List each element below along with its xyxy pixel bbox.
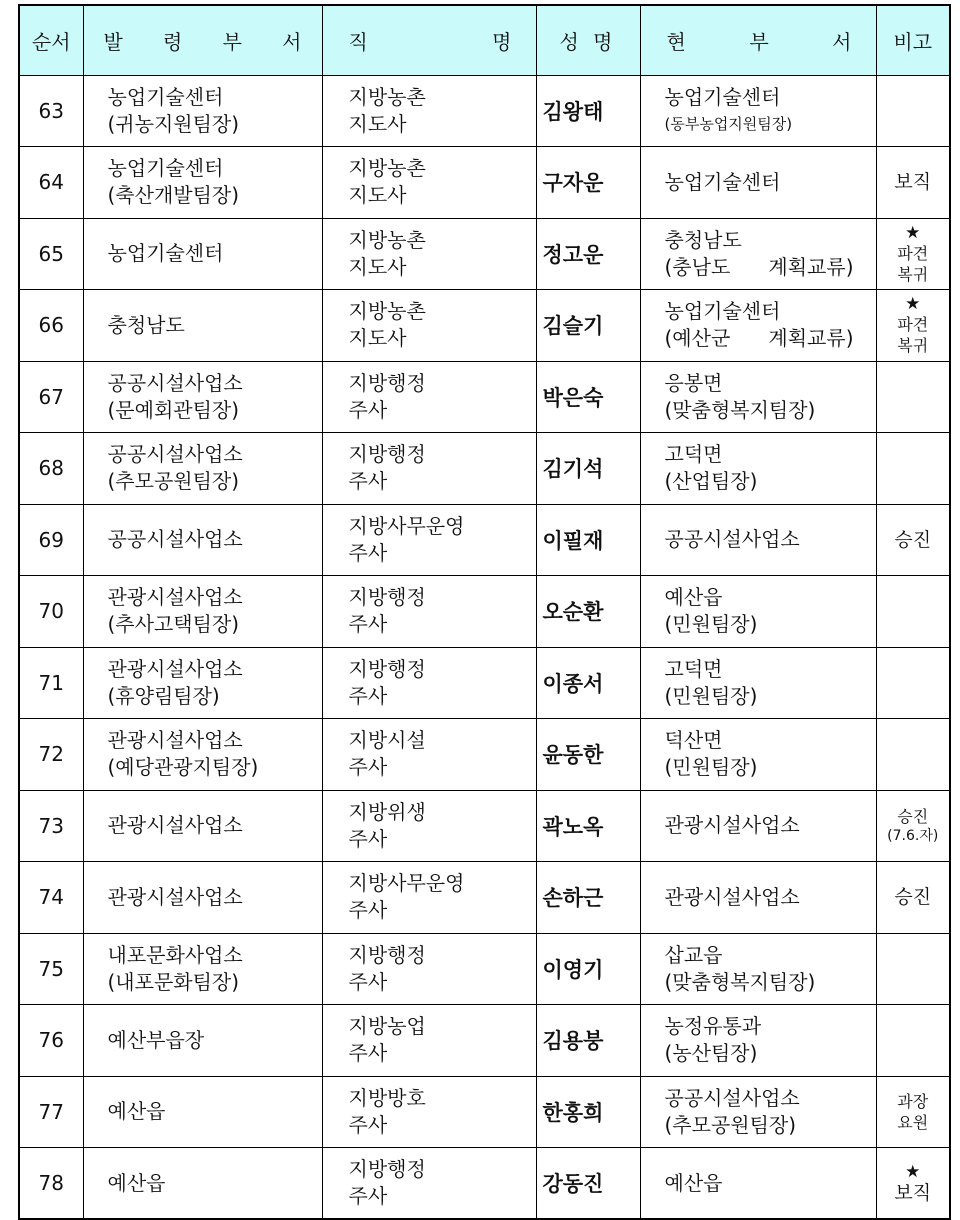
- header-current-dept: [640, 5, 876, 75]
- current-dept-cell: [640, 862, 876, 934]
- appointed-team: (축산개발팀장): [107, 183, 240, 208]
- row-order: 66: [19, 290, 83, 362]
- position-grade: 주사: [348, 969, 388, 994]
- note-cell: [876, 1005, 950, 1077]
- note-subtext: 요원: [897, 1112, 929, 1132]
- note-text: 승진: [894, 528, 932, 551]
- position-grade: 지도사: [348, 326, 407, 351]
- current-dept: 농정유통과: [664, 1014, 762, 1039]
- current-dept: 농업기술센터: [664, 299, 781, 324]
- appointed-dept-cell: [83, 790, 322, 862]
- position-series: 지방농업: [348, 1014, 426, 1039]
- row-order: 65: [19, 218, 83, 290]
- person-name: 윤동한: [542, 743, 604, 768]
- current-dept: 충청남도: [664, 227, 742, 252]
- current-team: (민원팀장): [664, 755, 758, 780]
- current-dept-cell: [640, 218, 876, 290]
- current-dept-cell: [640, 647, 876, 719]
- position-cell: [322, 862, 536, 934]
- header-current-char: 현: [666, 29, 686, 54]
- position-cell: [322, 218, 536, 290]
- note-cell: [876, 218, 950, 290]
- row-order: 70: [19, 576, 83, 648]
- row-order: 64: [19, 147, 83, 219]
- table-row: [19, 1005, 950, 1077]
- person-name: 한홍희: [542, 1100, 604, 1125]
- note-cell: [876, 1148, 950, 1220]
- appointed-team: (추사고택팀장): [107, 612, 240, 637]
- name-cell: [536, 647, 640, 719]
- position-series: 지방행정: [348, 585, 426, 610]
- table-row: [19, 75, 950, 147]
- appointed-dept: 예산읍: [107, 1170, 166, 1195]
- position-series: 지방사무운영: [348, 513, 465, 538]
- note-cell: [876, 75, 950, 147]
- person-name: 박은숙: [542, 385, 604, 410]
- position-series: 지방시설: [348, 728, 426, 753]
- appointed-dept-cell: [83, 1005, 322, 1077]
- name-cell: [536, 504, 640, 576]
- position-grade: 주사: [348, 755, 388, 780]
- position-grade: 지도사: [348, 254, 407, 279]
- position-series: 지방농촌: [348, 84, 426, 109]
- note-text: 보직: [894, 1182, 932, 1204]
- row-order: 63: [19, 75, 83, 147]
- header-dept-char: 서: [282, 29, 302, 54]
- current-team: (맞춤형복지팀장): [664, 969, 816, 994]
- position-cell: [322, 933, 536, 1005]
- appointed-dept: 공공시설사업소: [107, 527, 243, 552]
- name-cell: [536, 576, 640, 648]
- appointed-dept: 관광시설사업소: [107, 813, 243, 838]
- appointed-dept-cell: [83, 1148, 322, 1220]
- note-text: 승진: [897, 807, 929, 827]
- name-cell: [536, 147, 640, 219]
- current-dept-cell: [640, 147, 876, 219]
- row-order: 74: [19, 862, 83, 934]
- note-cell: [876, 433, 950, 505]
- current-dept: 고덕면: [664, 656, 723, 681]
- position-series: 지방방호: [348, 1085, 426, 1110]
- row-order: 77: [19, 1076, 83, 1148]
- header-dept-char: 부: [222, 29, 242, 54]
- note-cell: [876, 576, 950, 648]
- position-grade: 주사: [348, 826, 388, 851]
- name-cell: [536, 933, 640, 1005]
- name-cell: [536, 862, 640, 934]
- appointed-dept: 예산부읍장: [107, 1027, 205, 1052]
- note-text: 파견: [897, 243, 929, 263]
- appointed-dept: 관광시설사업소: [107, 656, 243, 681]
- appointed-dept: 농업기술센터: [107, 156, 224, 181]
- header-appointed-dept: [83, 5, 322, 75]
- star-icon: ★: [905, 1162, 921, 1182]
- position-series: 지방사무운영: [348, 871, 465, 896]
- current-dept-cell: [640, 361, 876, 433]
- note-text: 파견: [897, 315, 929, 335]
- appointed-dept-cell: [83, 933, 322, 1005]
- table-row: [19, 933, 950, 1005]
- note-text: 보직: [894, 171, 932, 194]
- current-dept: 덕산면: [664, 728, 723, 753]
- note-cell: [876, 862, 950, 934]
- position-cell: [322, 1005, 536, 1077]
- position-cell: [322, 504, 536, 576]
- header-position-char: 명: [492, 29, 512, 54]
- appointed-dept-cell: [83, 862, 322, 934]
- current-dept-cell: [640, 1148, 876, 1220]
- header-order: 순서: [19, 5, 83, 75]
- position-grade: 주사: [348, 1112, 388, 1137]
- current-team: (민원팀장): [664, 683, 758, 708]
- name-cell: [536, 433, 640, 505]
- appointed-dept-cell: [83, 290, 322, 362]
- appointed-dept-cell: [83, 218, 322, 290]
- note-text: 과장: [897, 1091, 929, 1111]
- person-name: 이영기: [542, 957, 604, 982]
- appointed-dept: 내포문화사업소: [107, 942, 243, 967]
- table-row: [19, 790, 950, 862]
- appointed-dept: 농업기술센터: [107, 84, 224, 109]
- row-order: 67: [19, 361, 83, 433]
- appointed-dept-cell: [83, 1076, 322, 1148]
- current-dept-cell: [640, 933, 876, 1005]
- current-dept: 예산읍: [664, 1170, 723, 1195]
- table-row: [19, 862, 950, 934]
- table-row: [19, 576, 950, 648]
- note-subtext: 복귀: [897, 264, 929, 284]
- personnel-appointment-table: [18, 4, 951, 1220]
- current-team: (충남도 계획교류): [664, 254, 854, 279]
- current-dept: 삽교읍: [664, 942, 723, 967]
- person-name: 강동진: [542, 1172, 604, 1196]
- current-dept: 농업기술센터: [664, 169, 781, 194]
- position-cell: [322, 576, 536, 648]
- position-cell: [322, 433, 536, 505]
- current-dept-cell: [640, 719, 876, 791]
- position-grade: 지도사: [348, 183, 407, 208]
- name-cell: [536, 790, 640, 862]
- person-name: 이필재: [542, 528, 604, 553]
- header-note: 비고: [876, 5, 950, 75]
- appointed-team: (휴양림팀장): [107, 683, 220, 708]
- table-body: [19, 75, 950, 1219]
- current-dept-cell: [640, 1076, 876, 1148]
- position-series: 지방농촌: [348, 227, 426, 252]
- current-dept-cell: [640, 433, 876, 505]
- person-name: 김용붕: [542, 1029, 604, 1054]
- table-row: [19, 647, 950, 719]
- name-cell: [536, 75, 640, 147]
- table-row: [19, 433, 950, 505]
- appointed-dept-cell: [83, 75, 322, 147]
- current-dept: 공공시설사업소: [664, 1085, 800, 1110]
- current-team: (맞춤형복지팀장): [664, 397, 816, 422]
- header-current-char: 부: [749, 29, 769, 54]
- current-dept: 예산읍: [664, 585, 723, 610]
- position-series: 지방행정: [348, 442, 426, 467]
- row-order: 76: [19, 1005, 83, 1077]
- current-dept-cell: [640, 504, 876, 576]
- position-grade: 주사: [348, 397, 388, 422]
- note-cell: [876, 647, 950, 719]
- position-grade: 주사: [348, 469, 388, 494]
- position-series: 지방행정: [348, 1157, 426, 1181]
- position-grade: 주사: [348, 1041, 388, 1066]
- position-cell: [322, 647, 536, 719]
- star-icon: ★: [905, 294, 921, 315]
- appointed-team: (추모공원팀장): [107, 469, 240, 494]
- person-name: 오순환: [542, 600, 604, 625]
- table-row: [19, 147, 950, 219]
- position-cell: [322, 790, 536, 862]
- position-series: 지방위생: [348, 799, 426, 824]
- header-name: 성 명: [536, 5, 640, 75]
- appointed-dept: 관광시설사업소: [107, 585, 243, 610]
- current-dept: 관광시설사업소: [664, 884, 800, 909]
- row-order: 71: [19, 647, 83, 719]
- appointed-dept-cell: [83, 719, 322, 791]
- note-cell: [876, 790, 950, 862]
- table-row: [19, 290, 950, 362]
- position-series: 지방행정: [348, 370, 426, 395]
- table-row: [19, 504, 950, 576]
- note-cell: [876, 933, 950, 1005]
- position-cell: [322, 147, 536, 219]
- table-row: [19, 361, 950, 433]
- current-team: (예산군 계획교류): [664, 326, 854, 351]
- position-series: 지방농촌: [348, 156, 426, 181]
- position-grade: 주사: [348, 612, 388, 637]
- name-cell: [536, 1005, 640, 1077]
- appointed-dept-cell: [83, 147, 322, 219]
- appointed-team: (내포문화팀장): [107, 969, 240, 994]
- name-cell: [536, 719, 640, 791]
- position-cell: [322, 361, 536, 433]
- current-dept: 농업기술센터: [664, 84, 781, 109]
- position-grade: 주사: [348, 540, 388, 565]
- table-row: [19, 719, 950, 791]
- appointed-team: (문예회관팀장): [107, 397, 240, 422]
- position-cell: [322, 1148, 536, 1220]
- appointed-dept: 충청남도: [107, 312, 185, 337]
- table-row: [19, 218, 950, 290]
- note-cell: [876, 504, 950, 576]
- table-row: [19, 1148, 950, 1220]
- appointed-dept: 예산읍: [107, 1099, 166, 1124]
- person-name: 김슬기: [542, 314, 604, 339]
- header-dept-char: 령: [163, 29, 183, 54]
- position-grade: 주사: [348, 683, 388, 708]
- position-series: 지방행정: [348, 656, 426, 681]
- note-subtext: 복귀: [897, 336, 929, 356]
- current-dept: 공공시설사업소: [664, 527, 800, 552]
- row-order: 75: [19, 933, 83, 1005]
- table-row: [19, 1076, 950, 1148]
- header-dept-char: 발: [103, 29, 123, 54]
- appointed-team: (귀농지원팀장): [107, 111, 240, 136]
- current-dept: 응봉면: [664, 370, 723, 395]
- header-position: [322, 5, 536, 75]
- note-cell: [876, 1076, 950, 1148]
- person-name: 구자운: [542, 171, 604, 196]
- row-order: 72: [19, 719, 83, 791]
- appointed-dept-cell: [83, 504, 322, 576]
- person-name: 이종서: [542, 671, 604, 696]
- current-team: (동부농업지원팀장): [664, 114, 793, 133]
- appointed-dept-cell: [83, 361, 322, 433]
- appointed-dept-cell: [83, 576, 322, 648]
- current-dept-cell: [640, 576, 876, 648]
- note-cell: [876, 361, 950, 433]
- position-cell: [322, 75, 536, 147]
- name-cell: [536, 361, 640, 433]
- person-name: 김왕태: [542, 99, 604, 124]
- row-order: 78: [19, 1148, 83, 1220]
- name-cell: [536, 218, 640, 290]
- position-cell: [322, 1076, 536, 1148]
- header-position-char: 직: [348, 29, 368, 54]
- person-name: 정고운: [542, 242, 604, 267]
- position-series: 지방행정: [348, 942, 426, 967]
- appointed-dept-cell: [83, 433, 322, 505]
- current-dept: 고덕면: [664, 442, 723, 467]
- note-subtext: (7.6.자): [887, 828, 939, 845]
- current-team: (산업팀장): [664, 469, 758, 494]
- current-team: (농산팀장): [664, 1041, 758, 1066]
- person-name: 곽노옥: [542, 814, 604, 839]
- current-dept-cell: [640, 790, 876, 862]
- table-header: [19, 5, 950, 75]
- note-text: 승진: [894, 886, 932, 909]
- star-icon: ★: [905, 222, 921, 243]
- position-grade: 주사: [348, 1184, 388, 1208]
- person-name: 김기석: [542, 457, 604, 482]
- name-cell: [536, 1148, 640, 1220]
- current-dept: 관광시설사업소: [664, 813, 800, 838]
- note-cell: [876, 147, 950, 219]
- position-cell: [322, 290, 536, 362]
- name-cell: [536, 1076, 640, 1148]
- current-dept-cell: [640, 75, 876, 147]
- row-order: 68: [19, 433, 83, 505]
- position-series: 지방농촌: [348, 299, 426, 324]
- row-order: 73: [19, 790, 83, 862]
- appointed-dept: 관광시설사업소: [107, 884, 243, 909]
- position-cell: [322, 719, 536, 791]
- current-dept-cell: [640, 1005, 876, 1077]
- current-team: (추모공원팀장): [664, 1112, 797, 1137]
- position-grade: 지도사: [348, 111, 407, 136]
- current-dept-cell: [640, 290, 876, 362]
- appointed-dept: 관광시설사업소: [107, 728, 243, 753]
- appointed-dept: 공공시설사업소: [107, 442, 243, 467]
- current-team: (민원팀장): [664, 612, 758, 637]
- note-cell: [876, 719, 950, 791]
- header-current-char: 서: [832, 29, 852, 54]
- name-cell: [536, 290, 640, 362]
- row-order: 69: [19, 504, 83, 576]
- note-cell: [876, 290, 950, 362]
- appointed-dept: 농업기술센터: [107, 241, 224, 266]
- position-grade: 주사: [348, 898, 388, 923]
- person-name: 손하근: [542, 886, 604, 911]
- appointed-team: (예당관광지팀장): [107, 755, 259, 780]
- appointed-dept: 공공시설사업소: [107, 370, 243, 395]
- appointed-dept-cell: [83, 647, 322, 719]
